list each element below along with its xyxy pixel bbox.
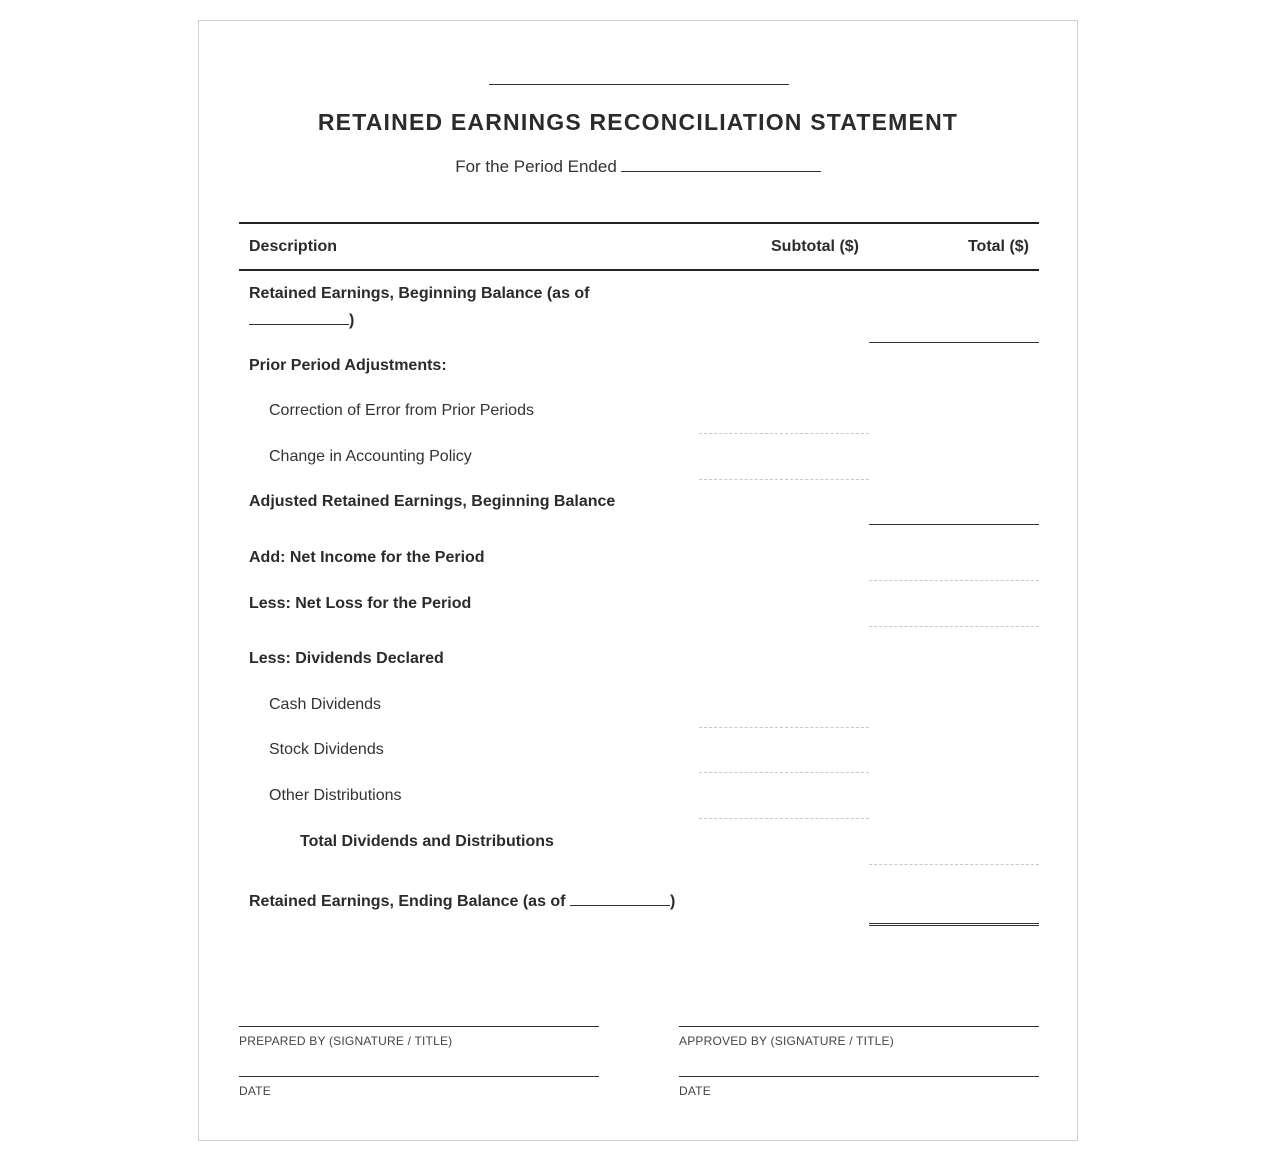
beginning-balance-label: Retained Earnings, Beginning Balance (as of [249,285,590,302]
row-other-distributions: Other Distributions [269,787,402,804]
other-distributions-subtotal-field[interactable] [699,818,869,819]
beginning-balance-date-blank[interactable] [249,310,349,325]
header-description: Description [249,238,338,255]
total-dividends-total-field[interactable] [869,864,1039,865]
period-date-blank[interactable] [621,157,821,172]
period-label: For the Period Ended [455,157,617,176]
header-total: Total ($) [967,238,1029,255]
company-name-blank[interactable] [489,84,789,85]
prepared-date-label: DATE [239,1084,271,1098]
prepared-date-line[interactable] [239,1076,599,1077]
row-correction-of-error: Correction of Error from Prior Periods [269,402,534,419]
row-ending-balance [249,888,675,915]
net-loss-total-field[interactable] [869,626,1039,627]
row-cash-dividends: Cash Dividends [269,696,382,713]
beginning-balance-total-field[interactable] [869,342,1039,343]
row-net-income: Add: Net Income for the Period [249,549,485,566]
header-subtotal: Subtotal ($) [771,238,859,255]
approved-by-signature-line[interactable] [679,1026,1039,1027]
row-net-loss: Less: Net Loss for the Period [249,595,472,612]
adjusted-beginning-total-field[interactable] [869,524,1039,525]
net-income-total-field[interactable] [869,580,1039,581]
statement-page [198,20,1078,1141]
beginning-balance-suffix: ) [349,312,355,329]
correction-of-error-subtotal-field[interactable] [699,433,869,434]
prepared-by-label: PREPARED BY (SIGNATURE / TITLE) [239,1034,453,1048]
cash-dividends-subtotal-field[interactable] [699,727,869,728]
ending-balance-total-field[interactable] [869,923,1039,926]
prepared-by-signature-line[interactable] [239,1026,599,1027]
ending-balance-date-blank[interactable] [570,891,670,906]
approved-date-label: DATE [679,1084,711,1098]
ending-balance-label: Retained Earnings, Ending Balance (as of [249,893,566,910]
row-total-dividends: Total Dividends and Distributions [300,833,554,850]
table-top-rule [239,222,1039,224]
row-prior-period-adjustments: Prior Period Adjustments: [249,357,447,374]
approved-date-line[interactable] [679,1076,1039,1077]
row-dividends-declared: Less: Dividends Declared [249,650,444,667]
stock-dividends-subtotal-field[interactable] [699,772,869,773]
row-beginning-balance [249,280,629,334]
period-line [199,157,1077,177]
table-header-rule [239,269,1039,271]
change-in-policy-subtotal-field[interactable] [699,479,869,480]
document-title: RETAINED EARNINGS RECONCILIATION STATEMENT [317,109,959,135]
row-adjusted-beginning-balance: Adjusted Retained Earnings, Beginning Balance [249,493,616,510]
ending-balance-suffix: ) [669,893,676,910]
approved-by-label: APPROVED BY (SIGNATURE / TITLE) [679,1034,894,1048]
row-stock-dividends: Stock Dividends [269,741,384,758]
row-change-in-policy: Change in Accounting Policy [269,448,472,465]
